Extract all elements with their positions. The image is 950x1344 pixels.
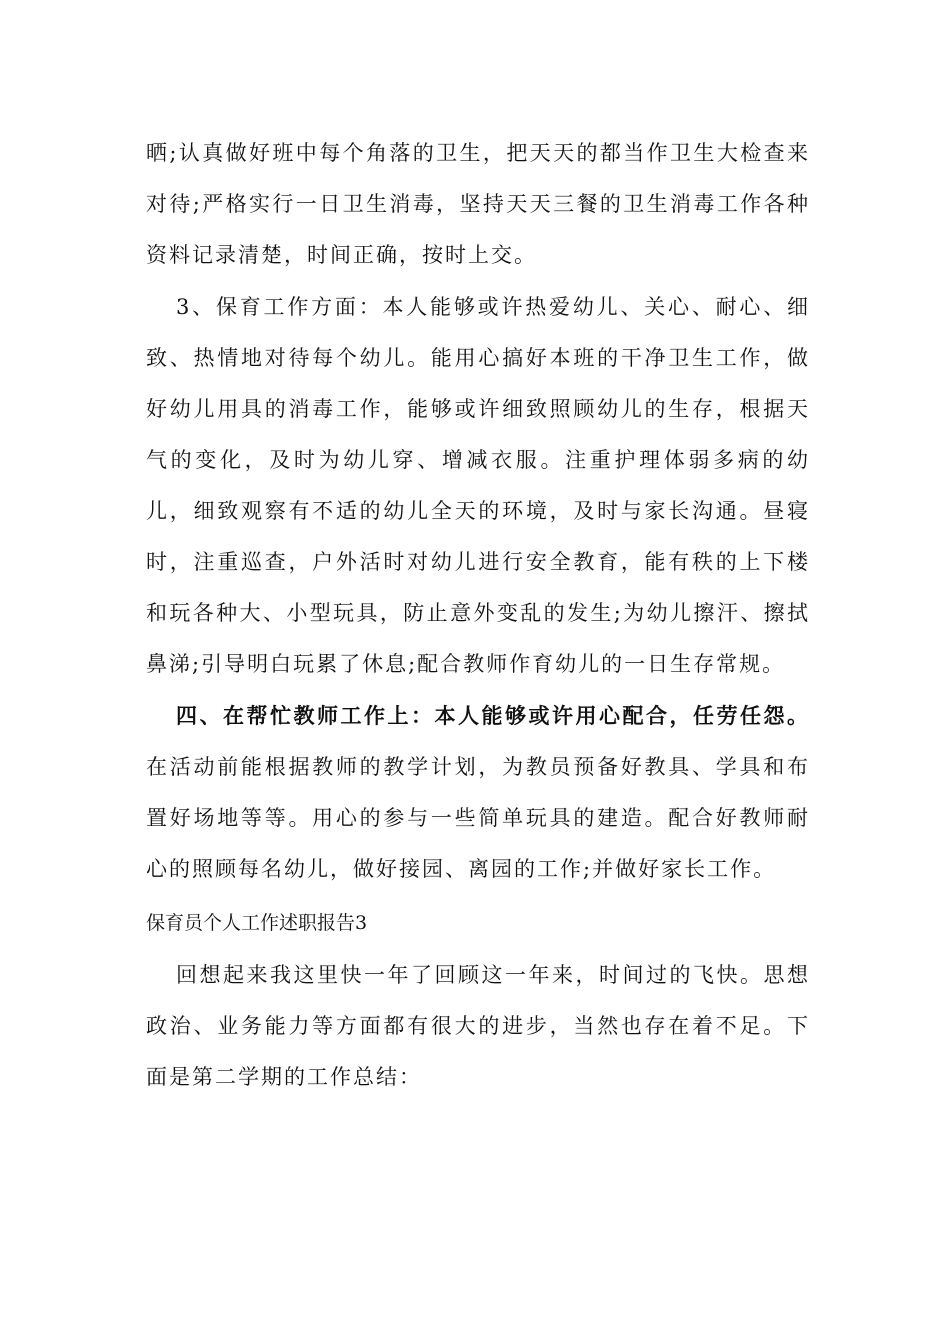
- paragraph-assist-teacher-body: 在活动前能根据教师的教学计划，为教员预备好教具、学具和布置好场地等等。用心的参与一些简单玩具的建造。配合好教师耐心的照顾每名幼儿，做好接园、离园的工作;并做好家长工作。: [146, 755, 810, 881]
- report-heading: 保育员个人工作述职报告3: [146, 912, 368, 934]
- paragraph-hygiene: 晒;认真做好班中每个角落的卫生，把天天的都当作卫生大检查来对待;严格实行一日卫生消毒，坚持天天三餐的卫生消毒工作各种资料记录清楚，时间正确，按时上交。: [146, 141, 810, 267]
- paragraph-assist-teacher-lead: 四、在帮忙教师工作上：本人能够或许用心配合，任劳任怨。: [176, 703, 810, 728]
- paragraph-review: 回想起来我这里快一年了回顾这一年来，时间过的飞快。思想政治、业务能力等方面都有很大的进步，当然也存在着不足。下面是第二学期的工作总结：: [146, 963, 810, 1089]
- paragraph-care-work: 3、保育工作方面：本人能够或许热爱幼儿、关心、耐心、细致、热情地对待每个幼儿。能用心搞好本班的干净卫生工作，做好幼儿用具的消毒工作，能够或许细致照顾幼儿的生存，根据天气的变化，及时为幼儿穿、增减衣服。注重护理体弱多病的幼儿，细致观察有不适的幼儿全天的环境，及时与家长沟通。昼寝时，注重巡查，户外活时对幼儿进行安全教育，能有秩的上下楼和玩各种大、小型玩具，防止意外变乱的发生;为幼儿擦汗、擦拭鼻涕;引导明白玩累了休息;配合教师作育幼儿的一日生存常规。: [146, 295, 810, 676]
- paragraph-assist-teacher: [146, 690, 810, 895]
